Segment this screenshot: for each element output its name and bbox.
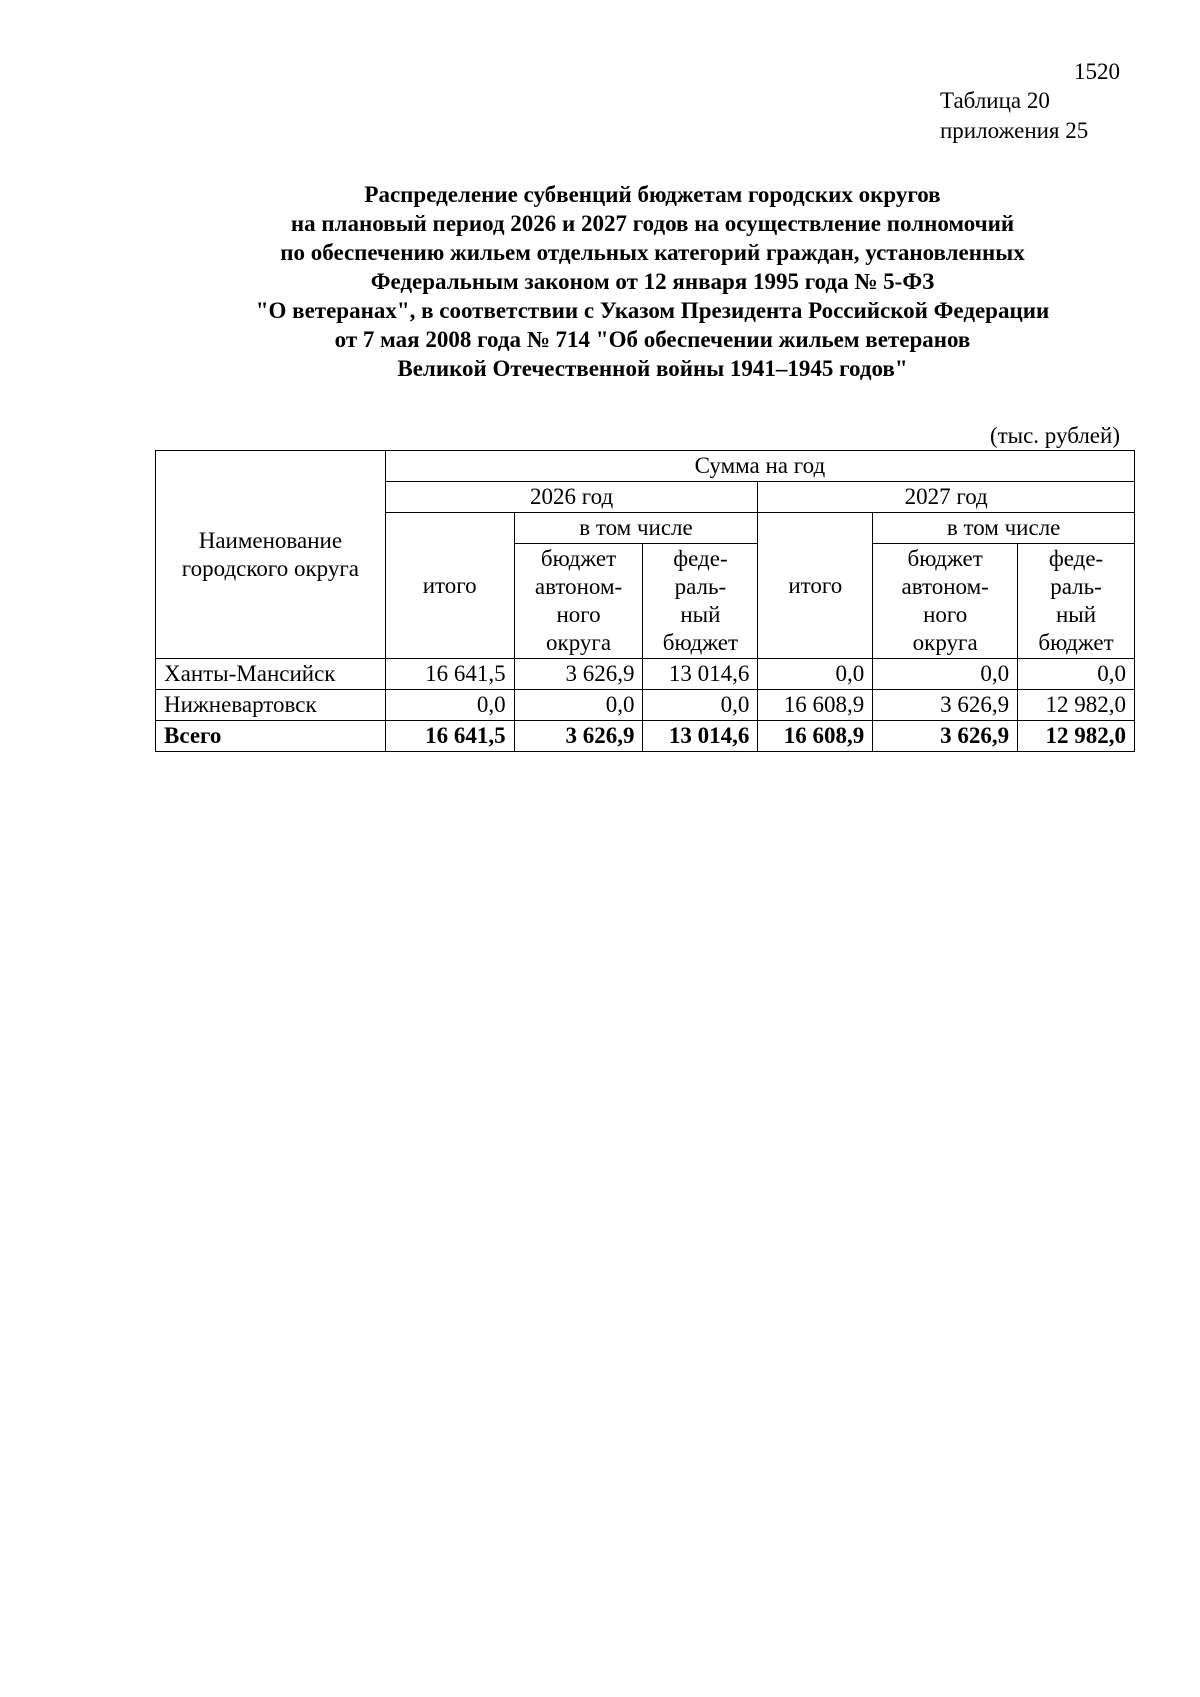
header-text: бюджет — [907, 546, 983, 571]
value-cell: 0,0 — [514, 690, 643, 721]
value-cell: 16 608,9 — [758, 690, 873, 721]
header-name-column — [156, 451, 386, 659]
header-text: ного — [923, 602, 968, 627]
header-text: ный — [1055, 602, 1097, 627]
table-reference — [940, 86, 1120, 146]
units-note: (тыс. рублей) — [989, 423, 1120, 448]
district-name: Ханты-Мансийск — [156, 659, 386, 690]
value-cell: 12 982,0 — [1018, 690, 1135, 721]
header-year-2027: 2027 год — [758, 482, 1135, 513]
header-text: бюджет — [662, 630, 739, 655]
total-value-cell: 16 608,9 — [758, 721, 873, 752]
header-year-2026: 2026 год — [385, 482, 758, 513]
header-text: феде- — [1048, 546, 1104, 571]
value-cell: 3 626,9 — [873, 690, 1018, 721]
header-text: ного — [556, 602, 601, 627]
header-text: округа — [912, 630, 978, 655]
value-cell: 3 626,9 — [514, 659, 643, 690]
title-line: Великой Отечественной войны 1941–1945 годов" — [397, 356, 908, 381]
header-text: раль- — [1050, 574, 1102, 599]
title-line: "О ветеранах", в соответствии с Указом Президента Российской Федерации — [255, 298, 1050, 323]
header-text: феде- — [673, 546, 728, 571]
value-cell: 0,0 — [385, 690, 514, 721]
header-text: Наименование — [198, 527, 343, 553]
value-cell: 0,0 — [643, 690, 758, 721]
title-line: Распределение субвенций бюджетам городских округов — [364, 182, 941, 207]
value-cell: 0,0 — [873, 659, 1018, 690]
header-sum-per-year: Сумма на год — [385, 451, 1134, 482]
total-value-cell: 3 626,9 — [873, 721, 1018, 752]
title-line: по обеспечению жильем отдельных категорий граждан, установленных — [280, 240, 1025, 265]
value-cell: 13 014,6 — [643, 659, 758, 690]
value-cell: 0,0 — [1018, 659, 1135, 690]
header-text: ный — [680, 602, 721, 627]
header-text: автоном- — [901, 574, 989, 599]
title-line: Федеральным законом от 12 января 1995 года № 5-ФЗ — [370, 269, 935, 294]
header-text: раль- — [674, 574, 727, 599]
total-value-cell: 3 626,9 — [514, 721, 643, 752]
appendix-label: приложения 25 — [940, 118, 1089, 143]
header-including-2026: в том числе — [514, 513, 758, 544]
district-name: Нижневартовск — [156, 690, 386, 721]
total-value-cell: 16 641,5 — [385, 721, 514, 752]
header-text: бюджет — [1038, 630, 1114, 655]
table-label: Таблица 20 — [940, 88, 1050, 113]
header-including-2027: в том числе — [873, 513, 1135, 544]
document-title — [155, 180, 1150, 383]
header-total-2026: итого — [385, 513, 514, 659]
header-text: округа — [546, 630, 612, 655]
table-row — [156, 659, 1135, 690]
header-row — [156, 451, 1135, 482]
header-ao-budget-2027 — [873, 544, 1018, 659]
header-total-2027: итого — [758, 513, 873, 659]
total-value-cell: 12 982,0 — [1018, 721, 1135, 752]
header-fed-budget-2026 — [643, 544, 758, 659]
subventions-table — [155, 450, 1135, 752]
header-ao-budget-2026 — [514, 544, 643, 659]
table-row — [156, 690, 1135, 721]
header-text: бюджет — [540, 546, 617, 571]
title-line: от 7 мая 2008 года № 714 "Об обеспечении жильем ветеранов — [334, 327, 971, 352]
header-fed-budget-2027 — [1018, 544, 1135, 659]
header-text: городского округа — [181, 555, 360, 581]
total-label: Всего — [156, 721, 386, 752]
value-cell: 16 641,5 — [385, 659, 514, 690]
total-value-cell: 13 014,6 — [643, 721, 758, 752]
title-line: на плановый период 2026 и 2027 годов на осуществление полномочий — [290, 211, 1015, 236]
total-row — [156, 721, 1135, 752]
header-text: автоном- — [534, 574, 623, 599]
value-cell: 0,0 — [758, 659, 873, 690]
page-number: 1520 — [1074, 59, 1120, 84]
